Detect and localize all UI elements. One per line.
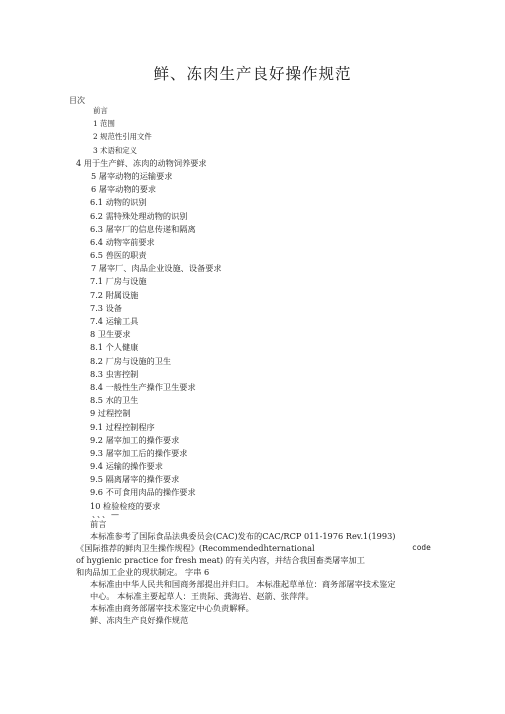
toc-item: 6.5 兽医的职责 — [90, 250, 147, 261]
foreword-line: 鲜、冻肉生产良好操作规范 — [90, 615, 189, 625]
toc-item: 8.2 厂房与设施的卫生 — [90, 355, 172, 366]
foreword-line: 《国际推荐的鲜肉卫生操作规程》(Recommendedhternational — [76, 543, 315, 553]
toc-item: 6 屠宰动物的要求 — [91, 184, 157, 195]
toc-item: 6.1 动物的识别 — [90, 197, 147, 208]
toc-item: 8 卫生要求 — [90, 329, 131, 340]
toc-item: 6.4 动物宰前要求 — [90, 236, 155, 247]
toc-item: 8.3 虫害控制 — [90, 368, 139, 379]
toc-item: 7.4 运输工具 — [90, 316, 139, 326]
toc-item: 6.2 需特殊处理动物的识别 — [90, 210, 188, 221]
foreword-line: 本标准由商务部屠宰技术鉴定中心负责解释。 — [90, 603, 254, 613]
document-title: 鲜、冻肉生产良好操作规范 — [153, 65, 352, 83]
toc-item: 5 屠宰动物的运输要求 — [91, 170, 173, 181]
toc-item: 9.1 过程控制程序 — [90, 421, 155, 432]
toc-item: 7 屠宰厂、肉品企业设施、设备要求 — [91, 263, 222, 274]
toc-item: 10 检验检疫的要求 — [90, 500, 161, 511]
foreword-line: 本标准参考了国际食品法典委员会(CAC)发布的CAC/RCP 011-1976 Rev.1(1993) — [90, 531, 396, 541]
foreword-line: 和肉品加工企业的现状制定。 字串 6 — [76, 567, 210, 577]
toc-heading: 目次 — [69, 96, 85, 105]
toc-item: 7.1 厂房与设施 — [90, 276, 147, 287]
toc-item: 3 术语和定义 — [93, 145, 138, 155]
toc-trailer: 、、、— — [92, 510, 120, 519]
toc-item: 9.5 隔离屠宰的操作要求 — [90, 474, 180, 485]
toc-item: 8.4 一般性生产操作卫生要求 — [90, 381, 196, 392]
toc-item: 7.3 设备 — [90, 302, 122, 313]
foreword-line: of hygienic practice for fresh meat) 的有关内容，并结合我国畜类屠宰加工 — [76, 555, 365, 565]
toc-item: 7.2 附属设施 — [90, 289, 139, 300]
foreword-line: 中心。 本标准主要起草人：王贵际、龚海岩、赵箭、张萍萍。 — [90, 591, 314, 601]
toc-item: 4 用于生产鲜、冻肉的动物饲养要求 — [76, 157, 207, 168]
foreword-line-code: code — [412, 543, 431, 552]
toc-item: 9.6 不可食用肉品的操作要求 — [90, 487, 196, 498]
toc-item: 前言 — [93, 106, 108, 115]
toc-item: 2 规范性引用文件 — [93, 132, 152, 142]
foreword-heading: 前言 — [90, 519, 107, 529]
toc-item: 9.3 屠宰加工后的操作要求 — [90, 447, 188, 458]
table-of-contents — [0, 104, 505, 513]
toc-item: 9.2 屠宰加工的操作要求 — [90, 434, 180, 445]
toc-item: 8.5 水的卫生 — [90, 395, 139, 406]
foreword-line: 本标准由中华人民共和国商务部提出并归口。 本标准起草单位：商务部屠宰技术鉴定 — [90, 579, 396, 589]
toc-item: 1 范围 — [93, 119, 115, 129]
foreword-section — [0, 518, 505, 626]
toc-item: 9.4 运输的操作要求 — [90, 461, 163, 472]
toc-item: 8.1 个人健康 — [90, 342, 139, 353]
toc-item: 6.3 屠宰厂的信息传递和隔离 — [90, 223, 196, 234]
toc-item: 9 过程控制 — [90, 408, 131, 419]
